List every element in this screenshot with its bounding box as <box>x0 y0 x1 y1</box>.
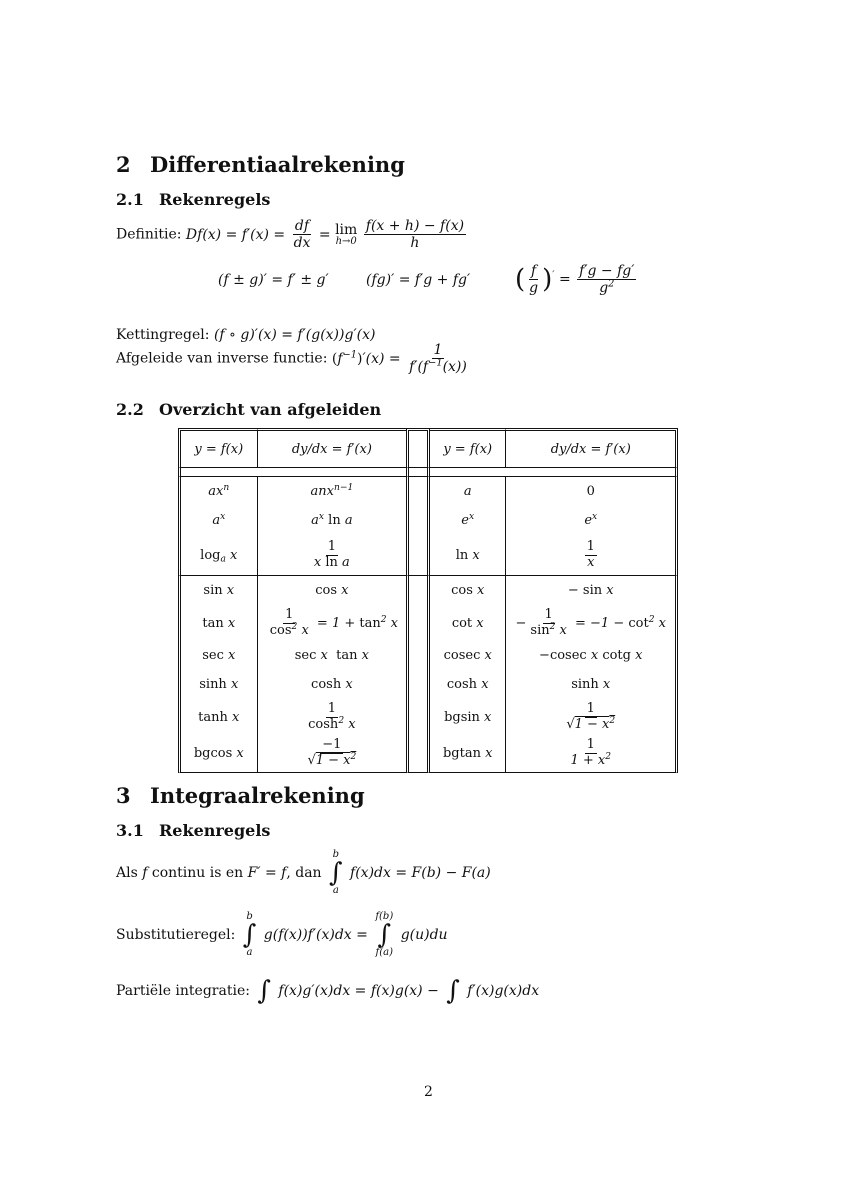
subsection-heading <box>116 190 270 209</box>
section-number: 3 <box>116 783 131 808</box>
partial-integration-line: Partiële integratie: ∫ f(x)g′(x)dx = f(x)g(x) − ∫ f′(x)g(x)dx <box>116 976 540 1006</box>
text-fragment: continu is en <box>151 865 244 881</box>
table-row: sin x cos x cos x − sin x <box>178 575 678 605</box>
text-fragment: Als <box>116 865 138 881</box>
table-row: $ax^n$ anx$^{n-1}$ a 0 <box>178 477 678 506</box>
substitution-line: Substitutieregel: b ∫ a g(f(x))f′(x)dx = f(b) ∫ f(a) g(u)du <box>116 911 448 958</box>
table-row: bgcos x $\frac{-1}{√1 - x^2}$ bgtan x $\frac{1}{1 + x^2}$ <box>178 735 678 773</box>
chain-rule-label: Kettingregel: <box>116 327 210 343</box>
fundamental-theorem-line: Als f continu is en F′ = f, dan b ∫ a f(x)dx = F(b) − F(a) <box>116 849 491 896</box>
section-heading <box>116 783 365 808</box>
table-row: tan x $\frac{1}{\cos^2 x}$ = $1 + \tan^2 x$ cot x − $\frac{1}{\sin^2 x}$ = $-1 - \cot^2 x$ <box>178 605 678 641</box>
chain-rule-line <box>116 327 375 343</box>
table-header: dy/dx = f′(x) <box>258 428 407 467</box>
section-number: 2 <box>116 152 131 177</box>
product-rule: (fg)′ = f′g + fg′ <box>366 272 471 288</box>
subsection-heading <box>116 400 381 419</box>
subsection-number: 3.1 <box>116 821 144 840</box>
section-heading <box>116 152 405 177</box>
subsection-number: 2.1 <box>116 190 144 209</box>
section-title: Integraalrekening <box>150 783 365 808</box>
inverse-label: Afgeleide van inverse functie: <box>116 350 328 367</box>
table-row: sec x sec x tan x cosec x −cosec x cotg x <box>178 641 678 670</box>
definition-line <box>116 218 468 251</box>
subsection-heading <box>116 821 270 840</box>
inverse-formula: $(f^{-1})'(x)$ = $\frac{1}{f'(f^{-1}(x))}$ <box>331 342 467 376</box>
table-row: sinh x cosh x cosh x sinh x <box>178 670 678 699</box>
table-header: y = f(x) <box>178 428 258 467</box>
table-header: dy/dx = f′(x) <box>506 428 678 467</box>
table-header: y = f(x) <box>430 428 507 467</box>
table-row: $a^x$ $a^x$ ln a $e^x$ $e^x$ <box>178 506 678 535</box>
section-title: Differentiaalrekening <box>150 152 405 177</box>
subsection-title: Overzicht van afgeleiden <box>159 400 382 419</box>
substitution-label: Substitutieregel: <box>116 927 236 943</box>
text-fragment: , dan <box>286 865 322 881</box>
partial-integration-label: Partiële integratie: <box>116 983 250 999</box>
definition-label: Definitie: <box>116 226 182 243</box>
sum-rule: (f ± g)′ = f′ ± g′ <box>218 272 329 288</box>
inverse-line <box>116 342 471 375</box>
definition-formula: Df(x) = f′(x) = $\frac{df}{dx}$ = lim h→0 $\frac{f(x + h) - f(x)}{h}$ <box>185 218 465 252</box>
table-row: $\log_a x$ $\frac{1}{\text{x ln a}}$ ln x $\frac{1}{x}$ <box>178 535 678 575</box>
table-row: tanh x $\frac{1}{\cosh^2 x}$ bgsin x $\frac{1}{√1 - x^2}$ <box>178 699 678 735</box>
quotient-rule: ( $\frac{f}{g}$ )′ = $\frac{f'g - fg'}{g^2}$ <box>515 263 635 297</box>
subsection-title: Rekenregels <box>159 821 271 840</box>
subsection-number: 2.2 <box>116 400 144 419</box>
page-number: 2 <box>424 1084 433 1100</box>
derivatives-table <box>178 428 678 773</box>
subsection-title: Rekenregels <box>159 190 271 209</box>
chain-rule-formula: (f ∘ g)′(x) = f′(g(x))g′(x) <box>213 327 376 343</box>
